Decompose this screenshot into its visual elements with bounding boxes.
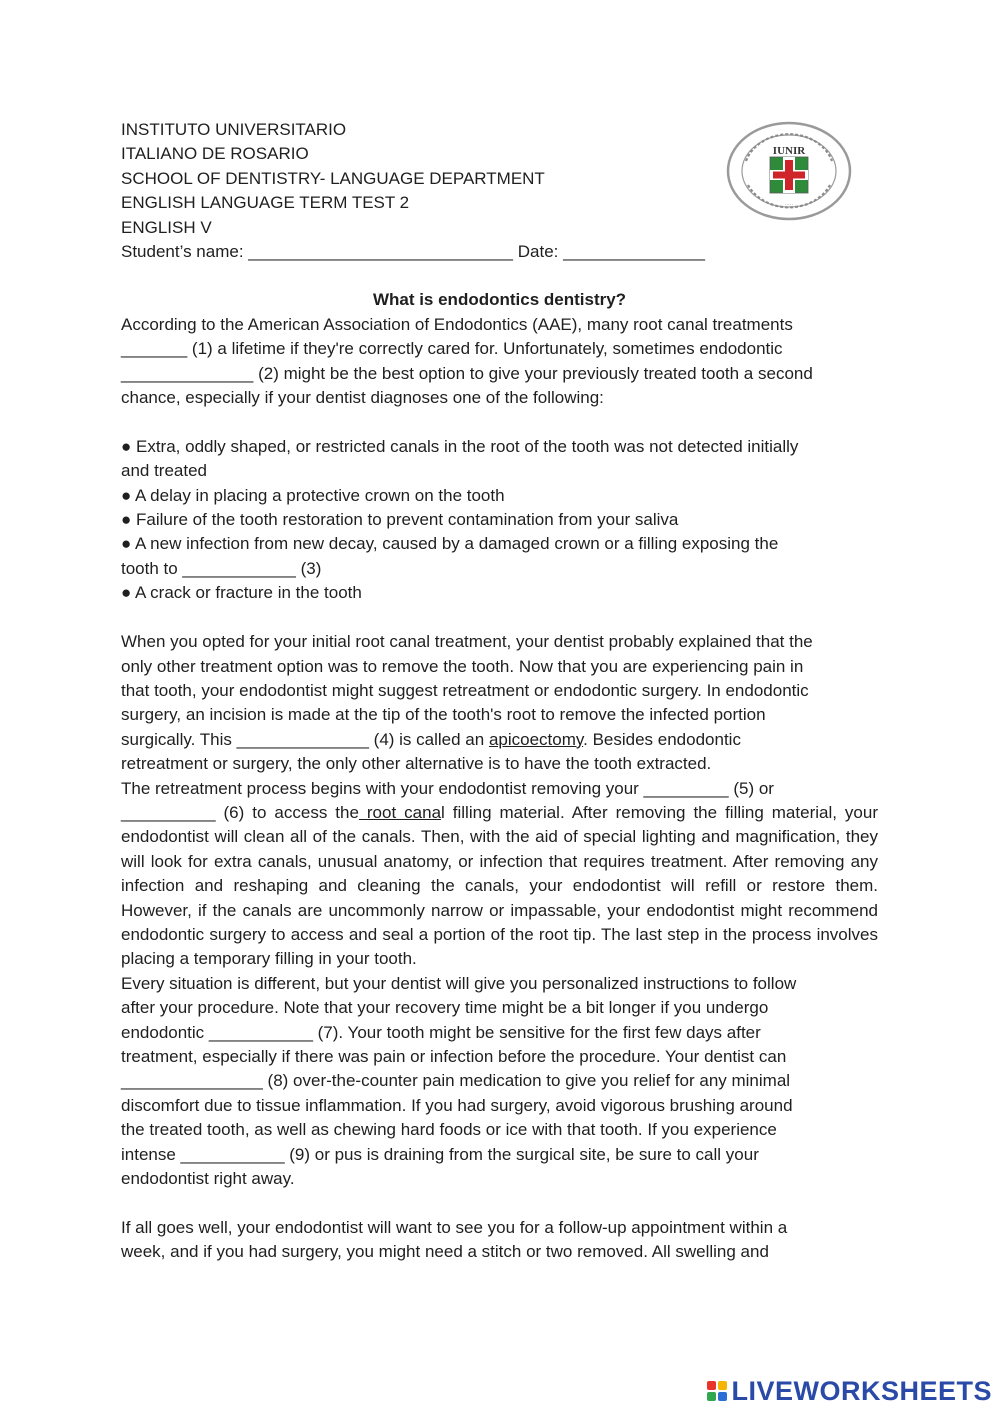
treatment-text-start: When you opted for your initial root canal treatment, your dentist probably explained that the only other treatment option was to remove the tooth. Now that you are experiencing pain in that tooth, your endodontist might suggest retreatment or endodontic surgery. In endodontic surgery, an incision is made at the tip of the tooth's root to remove the infected portion surgically. This ______________ (4) is called an [121, 632, 813, 749]
bullet-item: ● A crack or fracture in the tooth [121, 583, 362, 603]
header-block [121, 118, 878, 264]
institution-line-1: INSTITUTO UNIVERSITARIO [121, 120, 347, 139]
worksheet-page [121, 118, 878, 1265]
page-title: What is endodontics dentistry? [372, 290, 627, 310]
seal-year-text: ····· [784, 202, 794, 208]
retreatment-text-start: The retreatment process begins with your endodontist removing your _________ (5) or __________ (6) to access the [121, 778, 774, 822]
follow-up-paragraph: If all goes well, your endodontist will want to see you for a follow-up appointment within a week, and if you had surgery, you might need a stitch or two removed. All swelling and [121, 1217, 788, 1262]
liveworksheets-brand: LIVEWORKSHEETS [731, 1375, 992, 1406]
institution-line-2: ITALIANO DE ROSARIO [121, 144, 309, 164]
date-label: Date: [513, 242, 564, 262]
test-name-line: ENGLISH LANGUAGE TERM TEST 2 [121, 193, 410, 213]
apicoectomy-term: apicoectomy [488, 729, 584, 749]
bullet-item: ● A delay in placing a protective crown on the tooth [121, 485, 505, 505]
recovery-paragraph: Every situation is different, but your dentist will give you personalized instructions to follow after your procedure. Note that your recovery time might be a bit longer if you undergo endodontic ___________ (7). Your tooth might be sensitive for the first few days after treatment, especially if there was pain or infection before the procedure. Your dentist can _______________ (8) over-the-counter pain medication to give you relief for any minimal discomfort due to tissue inflammation. If you had surgery, avoid vigorous brushing around the treated tooth, as well as chewing hard foods or ice with that tooth. If you experience intense ___________ (9) or pus is draining from the surgical site, be sure to call your endodontist right away. [121, 973, 797, 1189]
spacer [121, 410, 878, 434]
retreatment-paragraph [121, 777, 878, 972]
liveworksheets-icon [707, 1381, 727, 1401]
bullet-item: ● Extra, oddly shaped, or restricted canals in the root of the tooth was not detected initially and treated [121, 436, 799, 481]
bullet-item: ● A new infection from new decay, caused by a damaged crown or a filling exposing the tooth to ____________ (3) [121, 534, 779, 578]
liveworksheets-logo[interactable] [707, 1375, 992, 1407]
intro-paragraph: According to the American Association of Endodontics (AAE), many root canal treatments _______ (1) a lifetime if they're correctly cared for. Unfortunately, sometimes endodontic ______________ (2) might be the best option to give your previously treated tooth a second chance, especially if your dentist diagnoses one of the following: [121, 314, 813, 408]
treatment-paragraph [121, 630, 878, 776]
student-name-label: Student’s name: [121, 242, 249, 262]
treatment-text-end: . Besides endodontic retreatment or surgery, the only other alternative is to have the tooth extracted. [121, 729, 741, 774]
seal-logo-text: IUNIR [772, 145, 806, 157]
bullet-item: ● Failure of the tooth restoration to prevent contamination from your saliva [121, 510, 679, 530]
department-line: SCHOOL OF DENTISTRY- LANGUAGE DEPARTMENT [121, 168, 545, 188]
student-info-line [121, 240, 878, 264]
spacer [121, 606, 878, 630]
root-canal-term: root cana [358, 802, 442, 822]
student-name-field[interactable]: ____________________________ [248, 242, 514, 262]
course-line: ENGLISH V [121, 217, 212, 237]
retreatment-text-end: l filling material. After removing the filling material, your endodontist will clean all of the canals. Then, with the aid of special lighting and magnification, they will look for extra canals, unusual anatomy, or infection that requires treatment. After removing any infection and reshaping and cleaning the canals, your endodontist will refill or restore them. However, if the canals are uncommonly narrow or impassable, your endodontist might recommend endodontic surgery to access and seal a portion of the root tip. The last step in the process involves placing a temporary filling in your tooth. [121, 802, 879, 969]
spacer [121, 1191, 878, 1215]
date-field[interactable]: _______________ [563, 242, 705, 262]
